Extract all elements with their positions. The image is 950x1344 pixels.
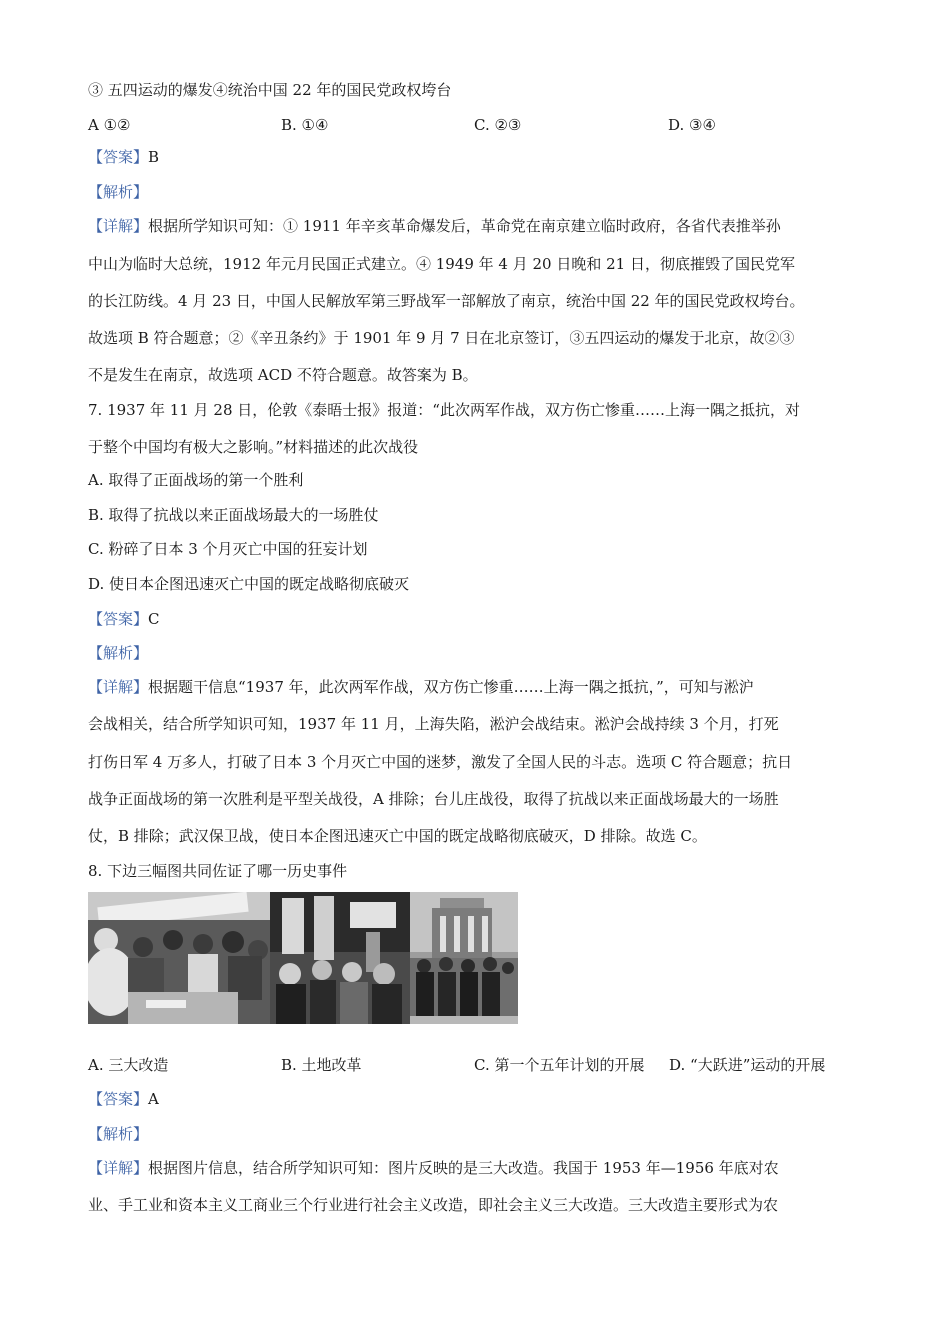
q7-detail-line-1: [88, 677, 878, 697]
answer-tag: 【答案】: [88, 610, 149, 628]
q8-photo-strip: [88, 892, 518, 1024]
q8-option-b: B. 土地改革: [281, 1056, 362, 1074]
q8-answer-line: [88, 1089, 878, 1109]
q6-option-a: A ①②: [88, 116, 131, 134]
q7-stem-line-2: 于整个中国均有极大之影响。”材料描述的此次战役: [88, 438, 419, 456]
q7-option-b: B. 取得了抗战以来正面战场最大的一场胜仗: [88, 506, 379, 524]
q6-detail-line-4: 故选项 B 符合题意；②《辛丑条约》于 1901 年 9 月 7 日在北京签订，③五四运动的爆发于北京，故②③: [88, 329, 795, 347]
q8-detail-line-2: 业、手工业和资本主义工商业三个行业进行社会主义改造，即社会主义三大改造。三大改造主要形式为农: [88, 1196, 779, 1214]
q8-option-a: A. 三大改造: [88, 1056, 169, 1074]
q8-detail-line-1: [88, 1158, 878, 1178]
q7-detail-text-1: 根据题干信息“1937 年，此次两军作战，双方伤亡惨重……上海一隅之抵抗，”，可知与淞沪: [148, 678, 754, 696]
q7-option-c: C. 粉碎了日本 3 个月灭亡中国的狂妄计划: [88, 540, 368, 558]
q6-detail-line-5: 不是发生在南京，故选项 ACD 不符合题意。故答案为 B。: [88, 366, 478, 384]
q8-analysis-tag: 【解析】: [88, 1125, 149, 1143]
detail-tag: 【详解】: [88, 678, 149, 696]
answer-tag: 【答案】: [88, 148, 149, 166]
photo-procession: [410, 892, 518, 1024]
q8-option-c: C. 第一个五年计划的开展: [474, 1056, 645, 1074]
q7-option-d: D. 使日本企图迅速灭亡中国的既定战略彻底破灭: [88, 575, 410, 593]
q7-option-a: A. 取得了正面战场的第一个胜利: [88, 471, 304, 489]
q6-analysis-tag: 【解析】: [88, 183, 149, 201]
photo-shop-signs: [270, 892, 410, 1024]
q8-stem: 8. 下边三幅图共同佐证了哪一历史事件: [88, 862, 348, 880]
q6-option-b: B. ①④: [281, 116, 329, 134]
detail-tag: 【详解】: [88, 217, 149, 235]
q6-detail-line-2: 中山为临时大总统，1912 年元月民国正式建立。④ 1949 年 4 月 20 日晚和 21 日，彻底摧毁了国民党军: [88, 255, 795, 273]
q6-answer: B: [148, 148, 160, 166]
q6-option-d: D. ③④: [668, 116, 716, 134]
q7-detail-line-5: 仗，B 排除；武汉保卫战，使日本企图迅速灭亡中国的既定战略彻底破灭，D 排除。故选 C。: [88, 827, 707, 845]
q7-answer: C: [148, 610, 160, 628]
q7-detail-line-2: 会战相关，结合所学知识可知，1937 年 11 月，上海失陷，淞沪会战结束。淞沪会战持续 3 个月，打死: [88, 715, 779, 733]
q6-option-c: C. ②③: [474, 116, 522, 134]
q7-answer-line: [88, 609, 878, 629]
q8-answer: A: [148, 1090, 159, 1108]
q6-detail-text-1: 根据所学知识可知：① 1911 年辛亥革命爆发后，革命党在南京建立临时政府，各省代表推举孙: [148, 217, 781, 235]
q7-detail-line-4: 战争正面战场的第一次胜利是平型关战役，A 排除；台儿庄战役，取得了抗战以来正面战场最大的一场胜: [88, 790, 779, 808]
q8-option-d: D. “大跃进”运动的开展: [669, 1056, 826, 1074]
photo-crowd-registration: [88, 892, 270, 1024]
q8-detail-text-1: 根据图片信息，结合所学知识可知：图片反映的是三大改造。我国于 1953 年—1956 年底对农: [148, 1159, 779, 1177]
q7-analysis-tag: 【解析】: [88, 644, 149, 662]
detail-tag: 【详解】: [88, 1159, 149, 1177]
answer-tag: 【答案】: [88, 1090, 149, 1108]
q6-answer-line: [88, 147, 878, 167]
q6-detail-line-1: [88, 216, 878, 236]
q7-stem-line-1: 7. 1937 年 11 月 28 日，伦敦《泰晤士报》报道：“此次两军作战，双方伤亡惨重……上海一隅之抵抗，对: [88, 401, 800, 419]
q7-detail-line-3: 打伤日军 4 万多人，打破了日本 3 个月灭亡中国的迷梦，激发了全国人民的斗志。选项 C 符合题意；抗日: [88, 753, 793, 771]
q6-detail-line-3: 的长江防线。4 月 23 日，中国人民解放军第三野战军一部解放了南京，统治中国 22 年的国民党政权垮台。: [88, 292, 805, 310]
q6-continuation: ③ 五四运动的爆发④统治中国 22 年的国民党政权垮台: [88, 81, 452, 99]
